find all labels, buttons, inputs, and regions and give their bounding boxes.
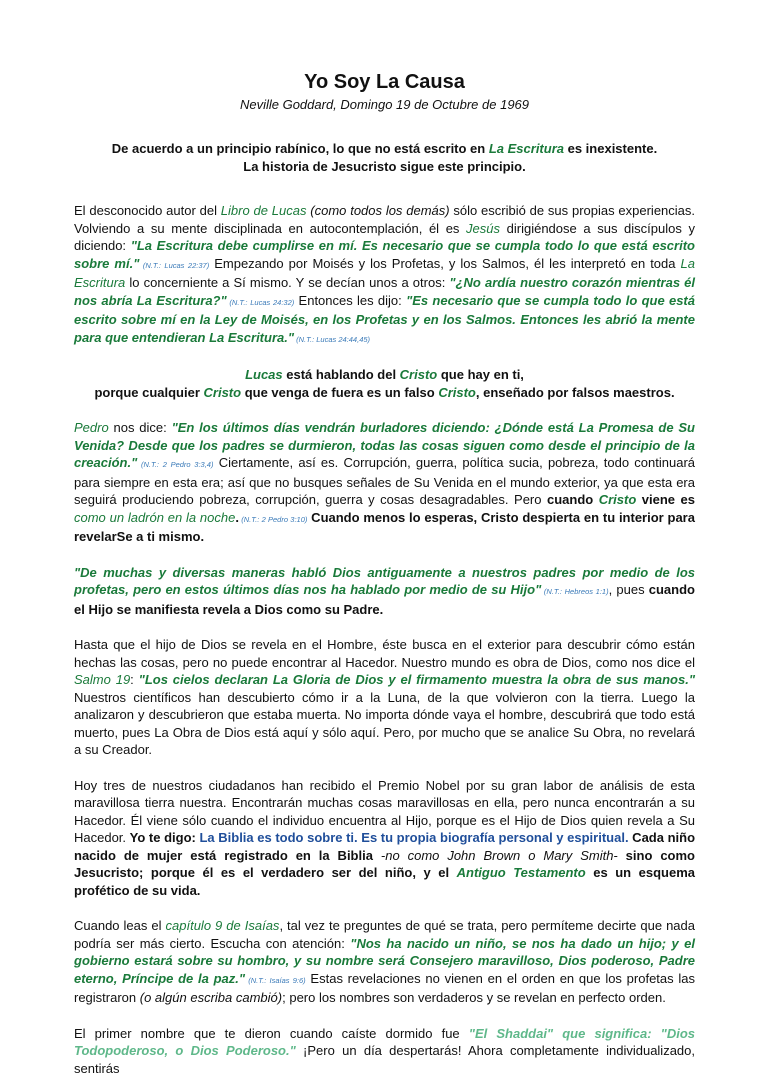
text: Empezando por Moisés y los Profetas, y los Salmos, él les interpretó en toda [209, 256, 680, 271]
text: Estas revelaciones no vienen en el orden en que los profetas las registraron [74, 971, 695, 1006]
paragraph-1 [74, 202, 695, 348]
text: está hablando del [283, 367, 400, 382]
paragraph-3 [74, 419, 695, 546]
intro-scripture: La Escritura [489, 141, 564, 156]
quote: "Es necesario que se cumpla todo lo que está escrito sobre mí en la Ley de Moisés, en los Profetas y en los Salmos. Entonces les abrió la mente para que entendieran La Escritura." [74, 293, 695, 345]
document-subtitle: Neville Goddard, Domingo 19 de Octubre de 1969 [74, 96, 695, 114]
text: ; pero los nombres son verdaderos y se revelan en perfecto orden. [282, 990, 666, 1005]
text-bold: Yo te digo: [130, 830, 200, 845]
intro-text: La historia de Jesucristo sigue este principio. [243, 159, 525, 174]
text: El primer nombre que te dieron cuando caíste dormido fue [74, 1026, 469, 1041]
intro-text: De acuerdo a un principio rabínico, lo que no está escrito en [112, 141, 489, 156]
paragraph-5 [74, 636, 695, 759]
text: Hasta que el hijo de Dios se revela en el Hombre, éste busca en el exterior para descubrir cómo están hechas las cosas, pero no puede encontrar al Hacedor. Nuestro mundo es obra de Dios, como nos dice el [74, 637, 695, 670]
name-cristo: Cristo [599, 492, 637, 507]
scripture-name: Antiguo Testamento [457, 865, 586, 880]
text: , tal vez te preguntes de qué se trata, pero permíteme decirte que nada podría ser más cierto. Escucha con atención: [74, 918, 695, 951]
text: Nuestros científicos han descubierto cómo ir a la Luna, de la que volvieron con la tierra. Luego la analizaron y descubrieron que estaba muerta. No importa dónde vaya el hombre, descubrirá que todo está muerto, pues La Obra de Dios está aquí y sólo aquí. Pero, por mucho que se analice Su Obra, no revelará a su Creador. [74, 690, 695, 758]
text: , enseñado por falsos maestros. [476, 385, 675, 400]
text-bold: es un esquema profético de su vida. [74, 865, 695, 898]
name-jesus: Jesús [466, 221, 500, 236]
highlight-statement: La Biblia es todo sobre ti. Es tu propia biografía personal y espiritual. [199, 830, 628, 845]
book-name: Libro de Lucas [221, 203, 307, 218]
intro-text: es inexistente. [564, 141, 657, 156]
quote: "Nos ha nacido un niño, se nos ha dado un hijo; y el gobierno estará sobre su hombro, y su nombre será Consejero maravilloso, Dios poderoso, Padre eterno, Príncipe de la paz." [74, 936, 695, 986]
text: Ciertamente, así es. Corrupción, guerra, política sucia, pobreza, todo continuará para siempre en esta era; así que no busques señales de Su Venida en el mundo exterior, ya que esta era seguirá produciendo pobreza, corrupción, guerra y cosas desagradables. Pero [74, 455, 695, 507]
quote: "De muchas y diversas maneras habló Dios antiguamente a nuestros padres por medio de los profetas, pero en estos últimos días nos ha hablado por medio de su Hijo" [74, 565, 695, 598]
name-cristo: Cristo [204, 385, 242, 400]
psalm-name: Salmo 19 [74, 672, 130, 687]
paragraph-2 [74, 366, 695, 401]
text-italic: (como todos los demás) [306, 203, 449, 218]
quote: "En los últimos días vendrán burladores diciendo: ¿Dónde está La Promesa de Su Venida? Desde que los padres se durmieron, todas las cosas siguen como desde el principio de la creación." [74, 420, 695, 470]
reference-note: (N.T.: Lucas 22:37) [139, 261, 209, 270]
text: ¡Pero un día despertarás! Ahora completamente individualizado, sentirás [74, 1043, 695, 1076]
reference-note: (N.T.: 2 Pedro 3:3,4) [137, 460, 213, 469]
text-bold: viene es [636, 492, 695, 507]
text: que venga de fuera es un falso [241, 385, 438, 400]
text-bold: cuando [547, 492, 599, 507]
reference-note: (N.T.: 2 Pedro 3:10) [239, 515, 307, 524]
reference-note: (N.T.: Hebreos 1:1) [541, 587, 608, 596]
document-title: Yo Soy La Causa [74, 70, 695, 94]
name-cristo: Cristo [438, 385, 476, 400]
text-bold: . [235, 510, 239, 525]
paragraph-8 [74, 1025, 695, 1077]
text: porque cualquier [94, 385, 203, 400]
name-pedro: Pedro [74, 420, 109, 435]
text-italic: -no como John Brown o Mary Smith- [381, 848, 618, 863]
scripture-name: La Escritura [74, 256, 695, 291]
quote-light: "El Shaddai" que significa: "Dios Todopoderoso, o Dios Poderoso." [74, 1026, 695, 1059]
reference-note: (N.T.: Lucas 24:44,45) [294, 335, 370, 344]
text: El desconocido autor del [74, 203, 221, 218]
text-bold: Cada niño nacido de mujer está registrado en la Biblia [74, 830, 695, 863]
text: lo concerniente a Sí mismo. Y se decían unos a otros: [125, 275, 449, 290]
reference-note: (N.T.: Isaías 9:6) [245, 976, 306, 985]
reference-note: (N.T.: Lucas 24:32) [227, 298, 295, 307]
name-cristo: Cristo [400, 367, 438, 382]
text-bold: sino como Jesucristo; porque él es el verdadero ser del niño, y el [74, 848, 695, 881]
text: sólo escribió de sus propias experiencias. Volviendo a su mente disciplinada en autocontemplación, él es [74, 203, 695, 236]
paragraph-6 [74, 777, 695, 900]
intro-statement [74, 140, 695, 176]
chapter-name: capítulo 9 de Isaías [166, 918, 280, 933]
paragraph-7 [74, 917, 695, 1007]
scripture-phrase: como un ladrón en la noche [74, 510, 235, 525]
text: Entonces les dijo: [294, 293, 406, 308]
text: Cuando leas el [74, 918, 166, 933]
text: que hay en ti, [437, 367, 524, 382]
name-lucas: Lucas [245, 367, 283, 382]
text: dirigiéndose a sus discípulos y diciendo: [74, 221, 695, 254]
text-bold: Cuando menos lo esperas, Cristo despierta en tu interior para revelarSe a ti mismo. [74, 510, 695, 545]
text: , pues [609, 582, 649, 597]
text: Hoy tres de nuestros ciudadanos han recibido el Premio Nobel por su gran labor de análisis de esta maravillosa tierra nuestra. Encontrarán muchas cosas maravillosas en ella, pero nunca encontrarán a su Hacedor. Él viene sólo cuando el individuo encuentra al Hijo, porque es el Hijo de Dios quien revela a Su Hacedor. [74, 778, 695, 846]
quote: "Los cielos declaran La Gloria de Dios y el firmamento muestra la obra de sus manos." [139, 672, 695, 687]
quote: "La Escritura debe cumplirse en mí. Es necesario que se cumpla todo lo que está escrito sobre mí." [74, 238, 695, 271]
text-bold: cuando el Hijo se manifiesta revela a Dios como su Padre. [74, 582, 695, 617]
text: : [130, 672, 138, 687]
paragraph-4 [74, 564, 695, 619]
quote: "¿No ardía nuestro corazón mientras él nos abría La Escritura?" [74, 275, 695, 308]
text: nos dice: [109, 420, 172, 435]
text-italic: (o algún escriba cambió) [140, 990, 282, 1005]
